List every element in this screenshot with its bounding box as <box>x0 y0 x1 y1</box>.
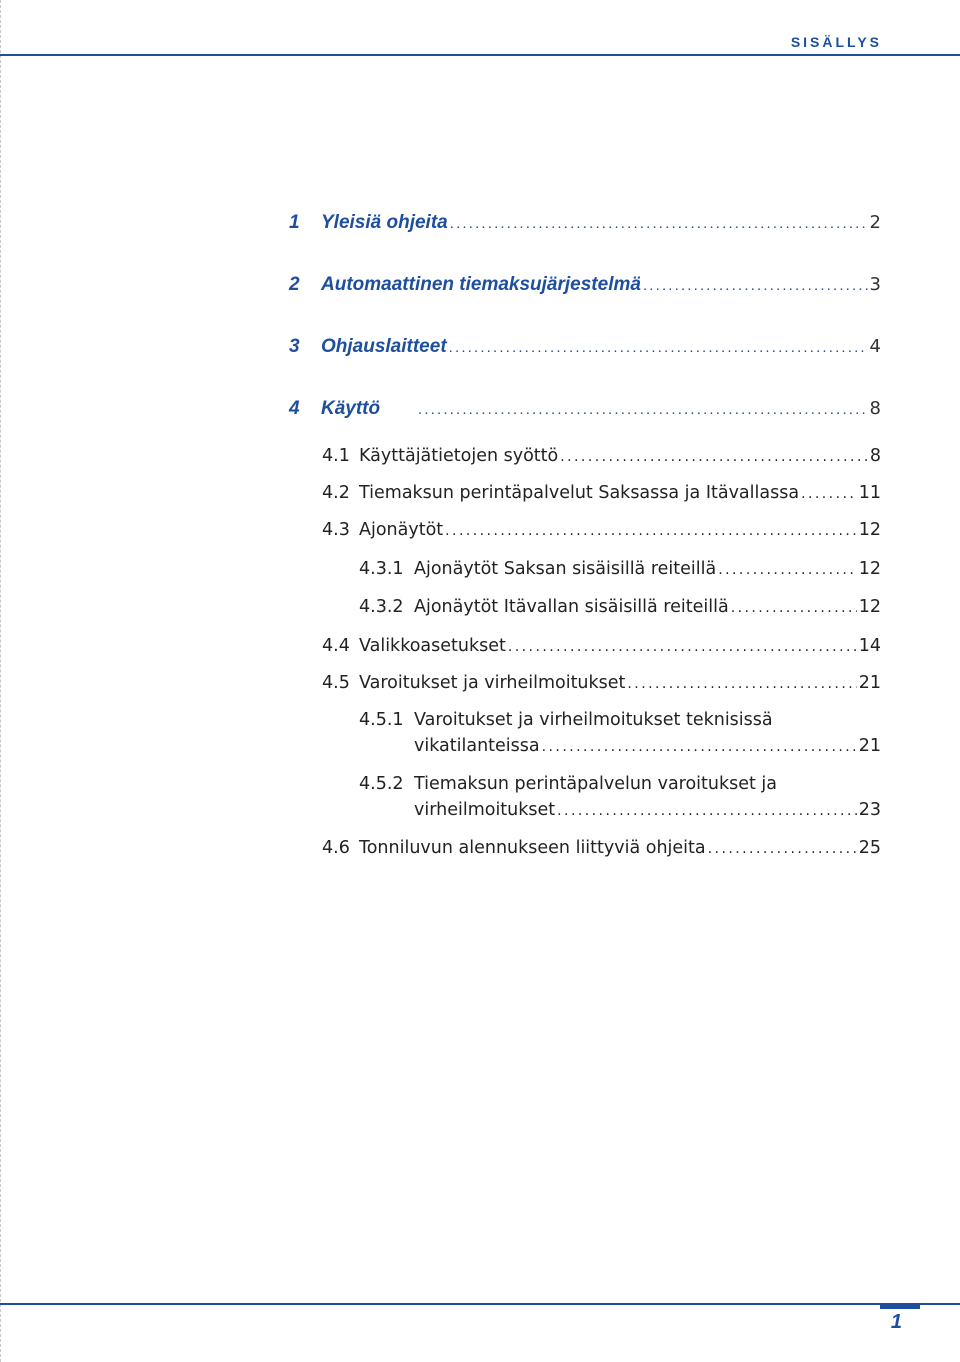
toc-section-number: 4.5 <box>322 673 350 693</box>
toc-section-4-6[interactable] <box>322 838 881 858</box>
toc-section-4-1[interactable] <box>322 446 881 466</box>
toc-page-number: 12 <box>858 597 881 617</box>
toc-section-line-continued <box>414 736 881 756</box>
toc-section-4-2[interactable] <box>322 483 881 503</box>
header-label: SISÄLLYS <box>790 34 882 50</box>
toc-section-line-continued <box>414 800 881 820</box>
toc-leader-dots <box>627 676 856 692</box>
toc-section-title: Käyttäjätietojen syöttö <box>359 446 559 466</box>
toc-section-title: Tiemaksun perintäpalvelun varoitukset ja <box>414 774 778 794</box>
toc-page-number: 25 <box>858 838 881 858</box>
toc-section-4-4[interactable] <box>322 636 881 656</box>
toc-leader-dots <box>450 215 868 232</box>
toc-leader-dots <box>718 562 857 578</box>
toc-section-4-3-1[interactable] <box>359 559 881 579</box>
toc-section-title: Tiemaksun perintäpalvelut Saksassa ja Itävallassa <box>359 483 800 503</box>
toc-leader-dots <box>557 803 857 819</box>
toc-chapter-number: 1 <box>289 212 300 233</box>
toc-page-number: 14 <box>858 636 881 656</box>
toc-chapter-title: Automaattinen tiemaksujärjestelmä <box>321 274 641 295</box>
footer-rule <box>0 1303 960 1305</box>
toc-page-number: 3 <box>869 274 881 295</box>
toc-section-4-3[interactable] <box>322 520 881 540</box>
toc-leader-dots <box>708 841 857 857</box>
toc-section-title-continued: vikatilanteissa <box>414 736 540 756</box>
toc-section-line <box>359 774 881 794</box>
toc-section-title: Tonniluvun alennukseen liittyviä ohjeita <box>359 838 706 858</box>
toc-leader-dots <box>449 339 868 356</box>
toc-leader-dots <box>508 639 857 655</box>
toc-leader-dots <box>731 600 857 616</box>
toc-chapter-2[interactable] <box>289 274 881 296</box>
toc-section-number: 4.3 <box>322 520 350 540</box>
toc-section-4-5[interactable] <box>322 673 881 693</box>
toc-chapter-title: Käyttö <box>321 398 381 419</box>
toc-section-number: 4.2 <box>322 483 350 503</box>
toc-section-number: 4.5.2 <box>359 774 404 794</box>
toc-chapter-number: 3 <box>289 336 300 357</box>
toc-section-title: Ajonäytöt <box>359 520 444 540</box>
page-number: 1 <box>890 1311 902 1333</box>
toc-section-number: 4.1 <box>322 446 350 466</box>
toc-leader-dots <box>418 401 868 418</box>
page-left-border <box>0 0 1 1362</box>
toc-section-title-continued: virheilmoitukset <box>414 800 556 820</box>
toc-chapter-number: 4 <box>289 398 300 419</box>
toc-page-number: 12 <box>858 559 881 579</box>
toc-section-4-3-2[interactable] <box>359 597 881 617</box>
toc-chapter-number: 2 <box>289 274 300 295</box>
toc-chapter-title: Yleisiä ohjeita <box>321 212 448 233</box>
toc-section-number: 4.5.1 <box>359 710 404 730</box>
toc-chapter-title: Ohjauslaitteet <box>321 336 447 357</box>
toc-section-title: Valikkoasetukset <box>359 636 506 656</box>
toc-leader-dots <box>445 523 857 539</box>
toc-chapter-1[interactable] <box>289 212 881 234</box>
toc-chapter-4[interactable] <box>289 398 881 420</box>
toc-page-number: 12 <box>858 520 881 540</box>
toc-page-number: 4 <box>869 336 881 357</box>
toc-section-number: 4.6 <box>322 838 350 858</box>
toc-section-title: Varoitukset ja virheilmoitukset <box>359 673 626 693</box>
toc-page-number: 21 <box>858 736 881 756</box>
toc-leader-dots <box>542 739 857 755</box>
toc-chapter-3[interactable] <box>289 336 881 358</box>
toc-section-number: 4.3.2 <box>359 597 404 617</box>
header-rule <box>0 54 960 56</box>
toc-section-title: Ajonäytöt Itävallan sisäisillä reiteillä <box>414 597 729 617</box>
toc-leader-dots <box>643 277 868 294</box>
toc-section-title: Ajonäytöt Saksan sisäisillä reiteillä <box>414 559 717 579</box>
toc-page-number: 8 <box>869 446 881 466</box>
toc-section-title: Varoitukset ja virheilmoitukset teknisissä <box>414 710 773 730</box>
toc-page-number: 2 <box>869 212 881 233</box>
toc-page-number: 21 <box>858 673 881 693</box>
footer-tab <box>880 1303 920 1309</box>
toc-page-number: 11 <box>858 483 881 503</box>
toc-page-number: 23 <box>858 800 881 820</box>
toc-section-line <box>359 710 881 730</box>
toc-section-number: 4.3.1 <box>359 559 404 579</box>
toc-leader-dots <box>560 449 868 465</box>
toc-page-number: 8 <box>869 398 881 419</box>
toc-section-number: 4.4 <box>322 636 350 656</box>
toc-leader-dots <box>801 486 857 502</box>
